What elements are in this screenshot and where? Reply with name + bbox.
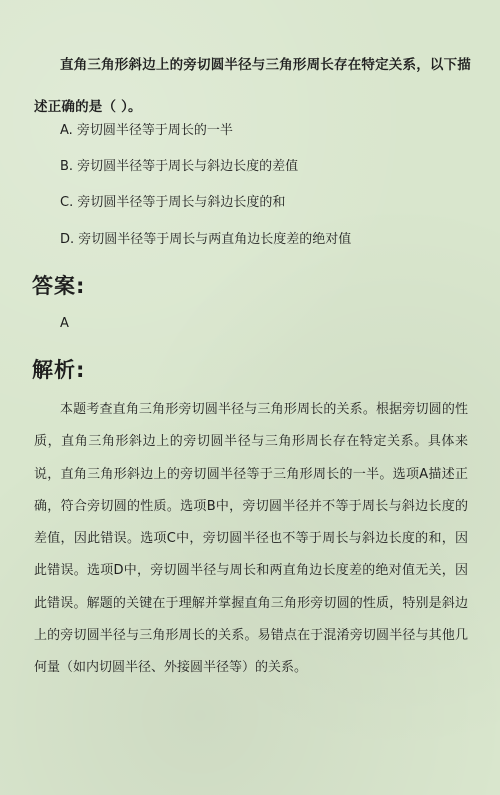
answer-value: A — [60, 316, 69, 331]
question-text: 直角三角形斜边上的旁切圆半径与三角形周长存在特定关系，以下描述正确的是（ ）。 — [34, 57, 471, 115]
option-b: B. 旁切圆半径等于周长与斜边长度的差值 — [60, 159, 299, 174]
analysis-text: 本题考查直角三角形旁切圆半径与三角形周长的关系。根据旁切圆的性质，直角三角形斜边上的旁切圆半径与三角形周长存在特定关系。具体来说，直角三角形斜边上的旁切圆半径等于三角形周长的一半。选项A描述正确，符合旁切圆的性质。选项B中，旁切圆半径并不等于周长与斜边长度的差值，因此错误。选项C中，旁切圆半径也不等于周长与斜边长度的和，因此错误。选项D中，旁切圆半径与周长和两直角边长度差的绝对值无关，因此错误。解题的关键在于理解并掌握直角三角形旁切圆的性质，特别是斜边上的旁切圆半径与三角形周长的关系。易错点在于混淆旁切圆半径与其他几何量（如内切圆半径、外接圆半径等）的关系。 — [34, 402, 468, 676]
option-a: A. 旁切圆半径等于周长的一半 — [60, 123, 233, 138]
option-d: D. 旁切圆半径等于周长与两直角边长度差的绝对值 — [60, 232, 352, 247]
analysis-heading: 解析: — [32, 358, 86, 382]
option-c: C. 旁切圆半径等于周长与斜边长度的和 — [60, 195, 286, 210]
answer-heading: 答案: — [32, 274, 86, 298]
